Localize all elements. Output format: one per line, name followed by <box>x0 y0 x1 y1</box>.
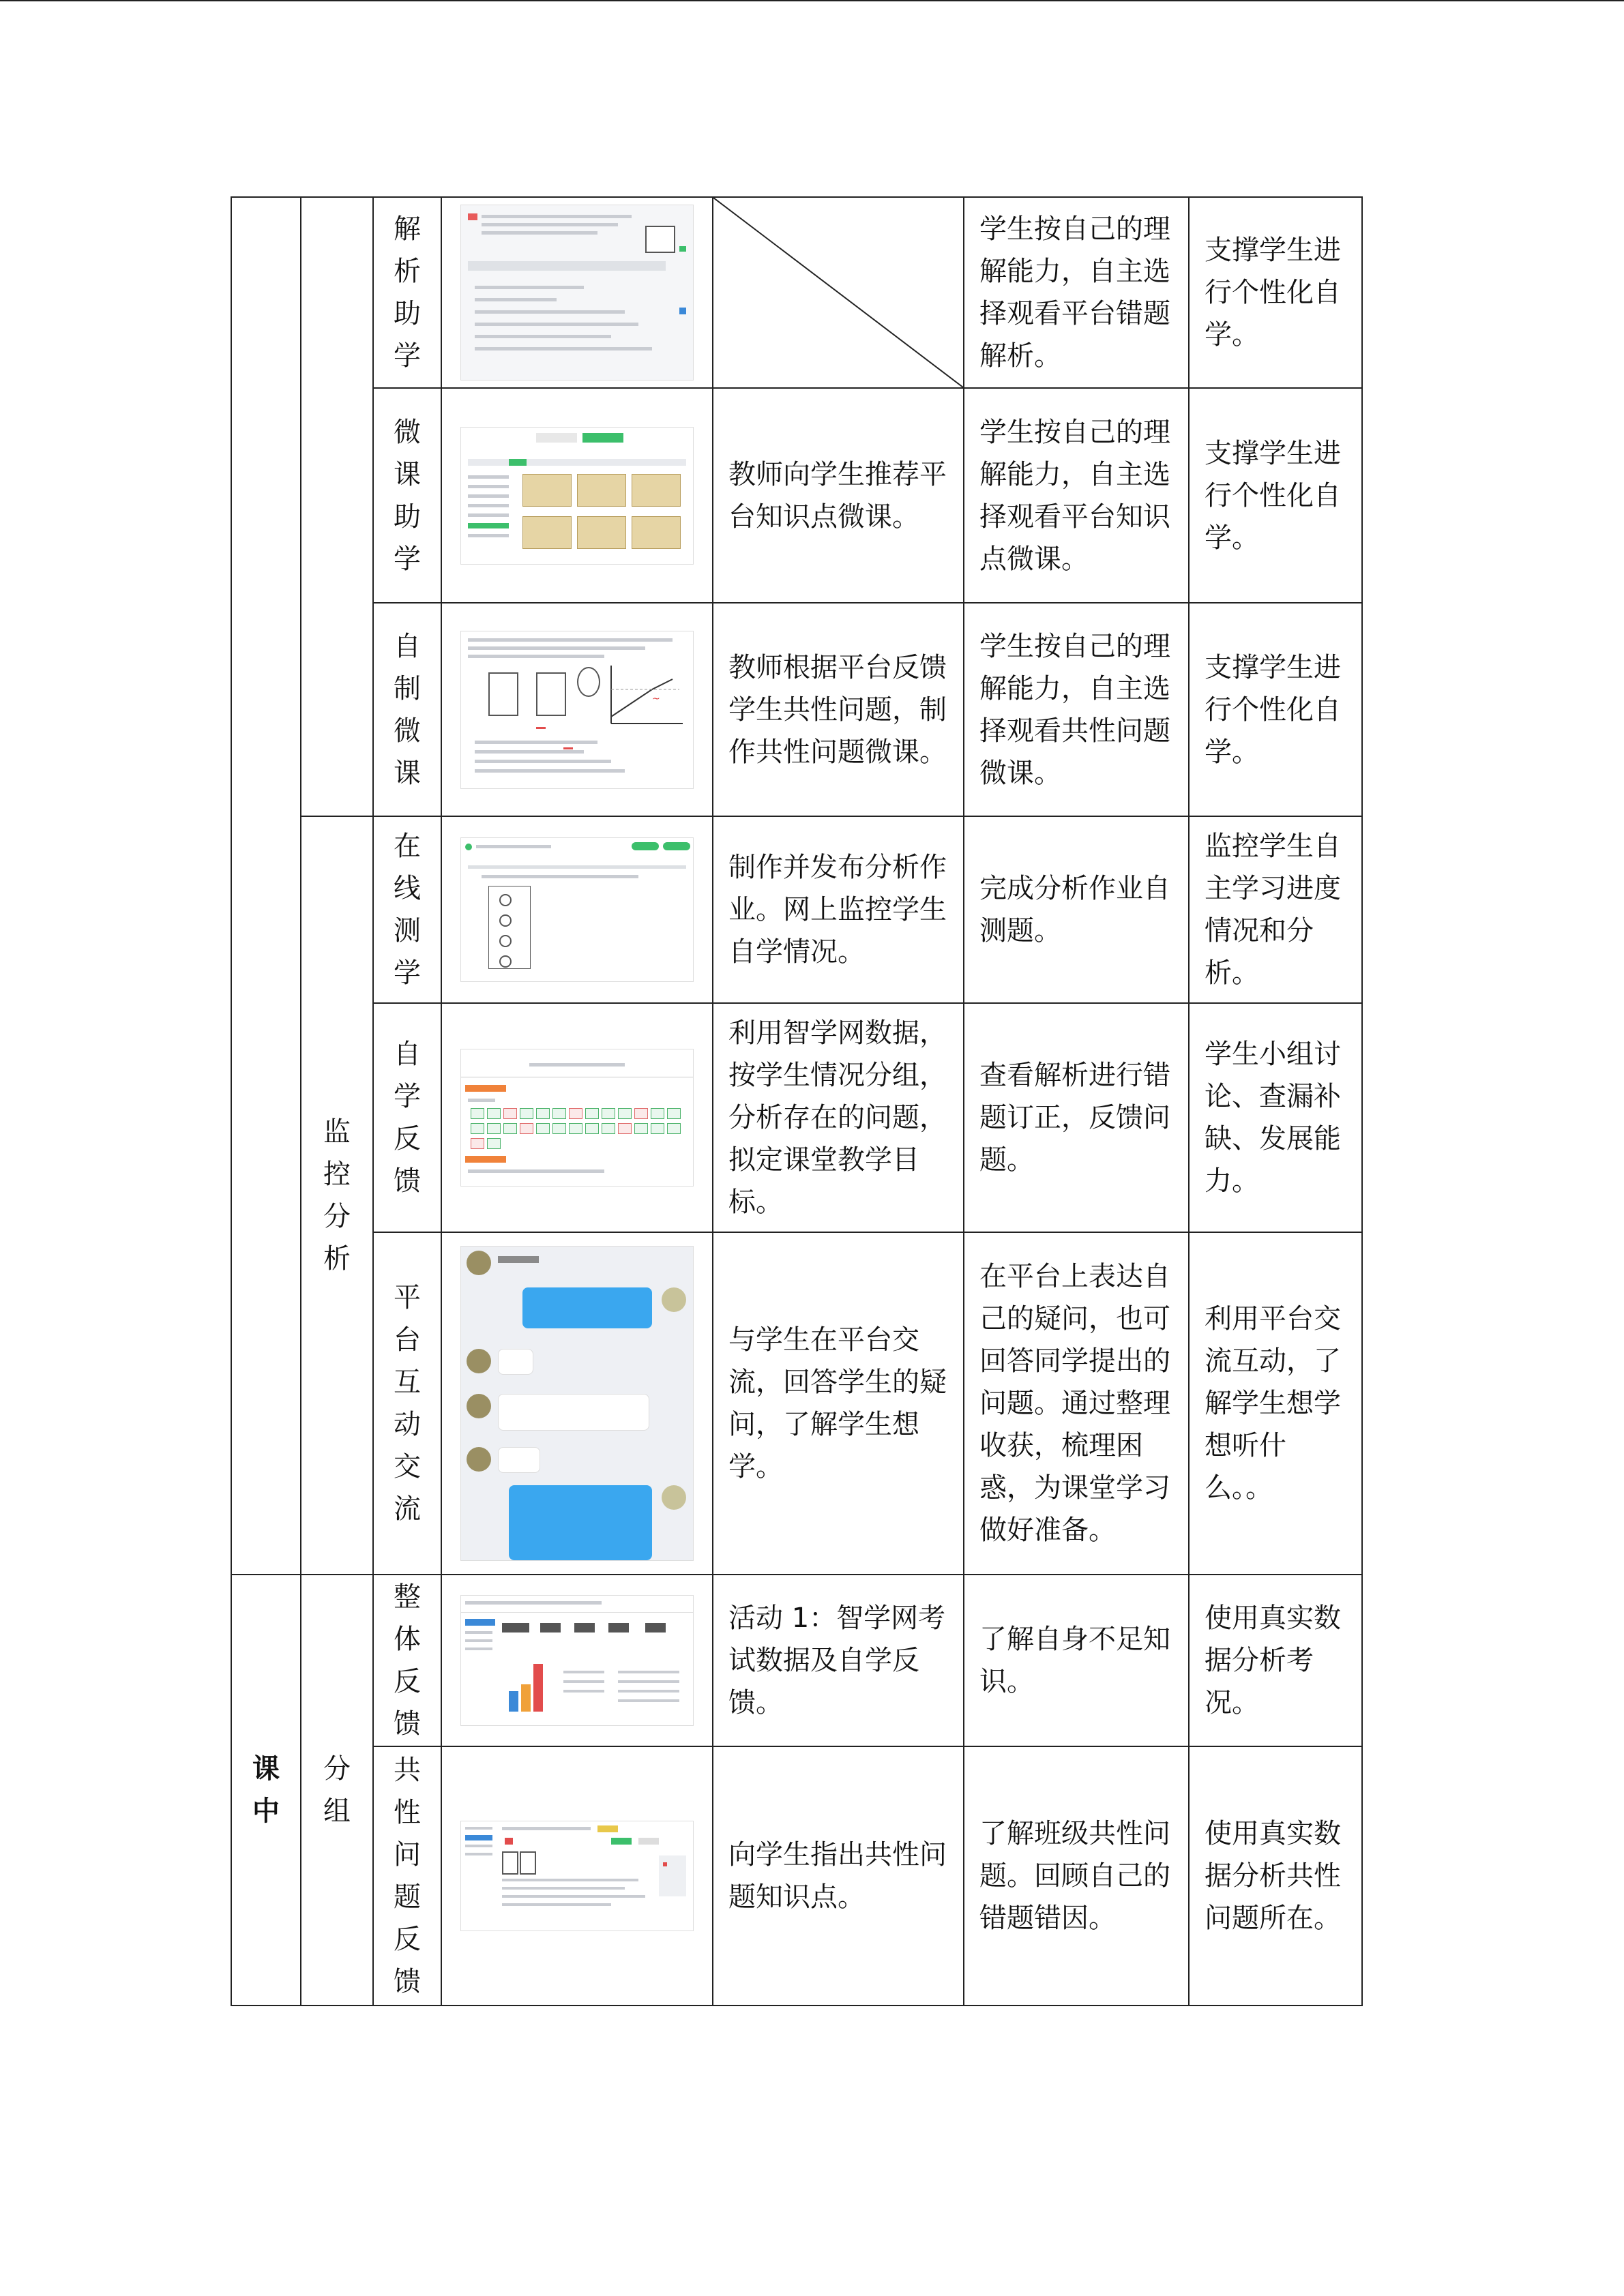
teacher-activity-cell: 与学生在平台交流，回答学生的疑问，了解学生想学。 <box>713 1232 964 1575</box>
student-activity-cell: 学生按自己的理解能力，自主选择观看共性问题微课。 <box>964 603 1189 816</box>
item-cell: 微课助学 <box>373 388 441 603</box>
group-cell-monitor: 监控分析 <box>301 816 373 1575</box>
screenshot-cell <box>441 816 713 1003</box>
homemade-lesson-screenshot <box>460 631 694 789</box>
group-cell-grouping: 分组 <box>301 1575 373 2006</box>
table-row <box>231 1575 1362 1746</box>
online-test-screenshot <box>460 837 694 982</box>
item-cell: 平台互动交流 <box>373 1232 441 1575</box>
group-cell-blank <box>301 197 373 816</box>
screenshot-cell <box>441 197 713 388</box>
student-activity-cell: 学生按自己的理解能力，自主选择观看平台错题解析。 <box>964 197 1189 388</box>
student-activity-cell: 完成分析作业自测题。 <box>964 816 1189 1003</box>
table-row <box>231 1746 1362 2006</box>
svg-text:~: ~ <box>652 693 660 704</box>
table-row <box>231 1003 1362 1232</box>
platform-chat-screenshot <box>460 1246 694 1561</box>
diagonal-slash <box>713 198 963 387</box>
teacher-activity-cell: 制作并发布分析作业。网上监控学生自学情况。 <box>713 816 964 1003</box>
screenshot-cell <box>441 1232 713 1575</box>
student-activity-cell: 了解班级共性问题。回顾自己的错题错因。 <box>964 1746 1189 2006</box>
table-row <box>231 816 1362 1003</box>
table-row <box>231 197 1362 388</box>
student-activity-cell: 学生按自己的理解能力，自主选择观看平台知识点微课。 <box>964 388 1189 603</box>
item-cell: 自制微课 <box>373 603 441 816</box>
student-activity-cell: 了解自身不足知识。 <box>964 1575 1189 1746</box>
table-row <box>231 1232 1362 1575</box>
item-cell: 解析助学 <box>373 197 441 388</box>
teacher-activity-cell: 教师根据平台反馈学生共性问题，制作共性问题微课。 <box>713 603 964 816</box>
item-cell: 自学反馈 <box>373 1003 441 1232</box>
teacher-activity-cell: 教师向学生推荐平台知识点微课。 <box>713 388 964 603</box>
purpose-cell: 利用平台交流互动，了解学生想学想听什么。。 <box>1189 1232 1362 1575</box>
teacher-activity-cell: 向学生指出共性问题知识点。 <box>713 1746 964 2006</box>
student-activity-cell: 在平台上表达自己的疑问，也可回答同学提出的问题。通过整理收获，梳理困惑，为课堂学习做好准备。 <box>964 1232 1189 1575</box>
lesson-plan-table <box>231 196 1363 2006</box>
screenshot-cell <box>441 603 713 816</box>
item-cell: 在线测学 <box>373 816 441 1003</box>
screenshot-cell <box>441 388 713 603</box>
purpose-cell: 支撑学生进行个性化自学。 <box>1189 603 1362 816</box>
screenshot-cell <box>441 1575 713 1746</box>
screenshot-cell <box>441 1746 713 2006</box>
purpose-cell: 支撑学生进行个性化自学。 <box>1189 197 1362 388</box>
item-cell: 共性问题反馈 <box>373 1746 441 2006</box>
page-top-edge <box>0 0 1624 1</box>
student-activity-cell: 查看解析进行错题订正，反馈问题。 <box>964 1003 1189 1232</box>
purpose-cell: 使用真实数据分析考况。 <box>1189 1575 1362 1746</box>
common-issue-screenshot <box>460 1821 694 1931</box>
micro-lesson-screenshot <box>460 427 694 565</box>
teacher-activity-cell: 利用智学网数据，按学生情况分组，分析存在的问题，拟定课堂教学目标。 <box>713 1003 964 1232</box>
purpose-cell: 支撑学生进行个性化自学。 <box>1189 388 1362 603</box>
teacher-activity-cell-empty <box>713 197 964 388</box>
phase-cell-in-class: 课中 <box>231 1575 301 2006</box>
purpose-cell: 使用真实数据分析共性问题所在。 <box>1189 1746 1362 2006</box>
phase-cell-pre <box>231 197 301 1575</box>
table-row <box>231 603 1362 816</box>
screenshot-cell <box>441 1003 713 1232</box>
purpose-cell: 监控学生自主学习进度情况和分析。 <box>1189 816 1362 1003</box>
item-cell: 整体反馈 <box>373 1575 441 1746</box>
self-study-feedback-screenshot <box>460 1049 694 1187</box>
overall-feedback-screenshot <box>460 1595 694 1726</box>
table-row <box>231 388 1362 603</box>
purpose-cell: 学生小组讨论、查漏补缺、发展能力。 <box>1189 1003 1362 1232</box>
error-analysis-screenshot <box>460 205 694 381</box>
teacher-activity-cell: 活动 1：智学网考试数据及自学反馈。 <box>713 1575 964 1746</box>
